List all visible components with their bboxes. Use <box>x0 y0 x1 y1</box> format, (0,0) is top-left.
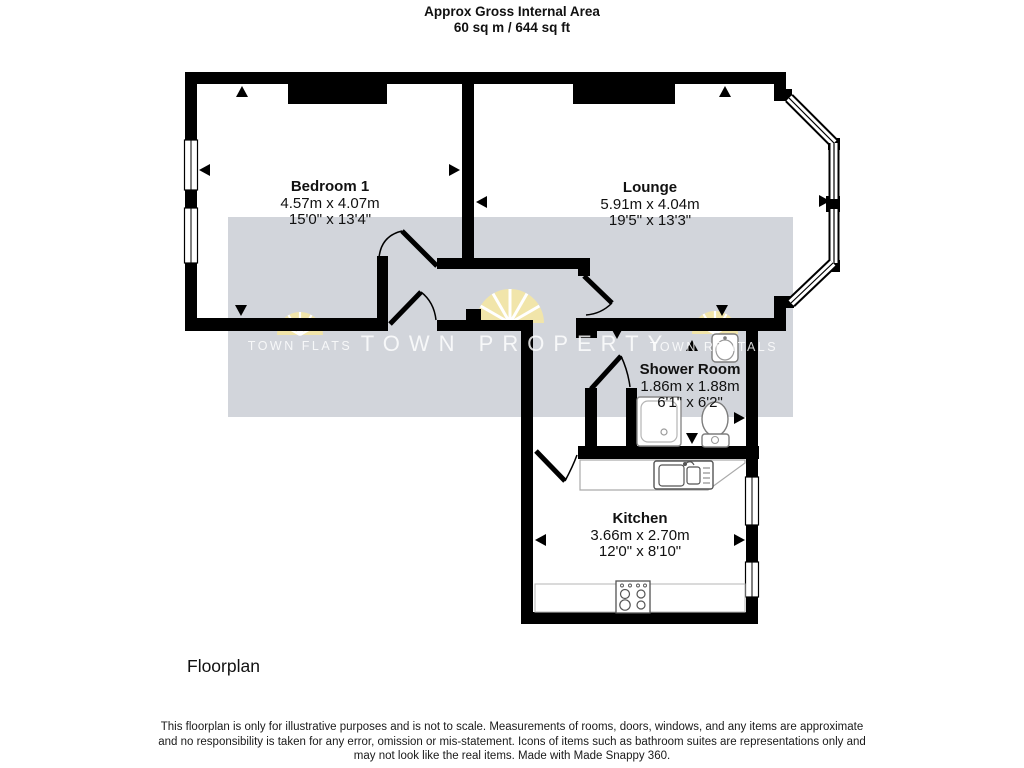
room-size-imperial: 15'0" x 13'4" <box>288 211 372 228</box>
floorplan-caption: Floorplan <box>187 656 260 676</box>
room-size-imperial: 6'1" x 6'2" <box>657 394 723 411</box>
watermark-town-property: TOWN PROPERTY <box>360 331 672 356</box>
room-label-lounge <box>600 180 699 230</box>
watermark-town-rentals: TOWN RENTALS <box>649 340 779 354</box>
room-name: Lounge <box>622 179 678 196</box>
room-size-imperial: 19'5" x 13'3" <box>608 212 692 229</box>
page-title <box>0 4 1024 36</box>
disclaimer-line: This floorplan is only for illustrative purposes and is not to scale. Measurements of rooms, doors, windows, and any items are approximate <box>160 721 864 733</box>
room-size-metric: 5.91m x 4.04m <box>600 195 700 213</box>
gross-area-title: Approx Gross Internal Area <box>424 4 600 19</box>
hob-icon <box>616 581 650 613</box>
room-label-kitchen <box>590 511 689 561</box>
room-size-metric: 4.57m x 4.07m <box>280 194 380 212</box>
disclaimer-text <box>0 720 1024 764</box>
room-name: Bedroom 1 <box>290 178 370 195</box>
watermark-town-flats: TOWN FLATS <box>247 339 353 353</box>
room-label-shower-room <box>640 362 741 412</box>
sun-logo-icon <box>476 289 544 323</box>
room-name: Kitchen <box>612 510 668 527</box>
room-size-metric: 1.86m x 1.88m <box>640 377 740 395</box>
room-size-metric: 3.66m x 2.70m <box>590 526 690 544</box>
disclaimer-line: and no responsibility is taken for any error, omission or mis-statement. Icons of items such as bathroom suites are representations only and <box>158 735 866 748</box>
gross-area-value: 60 sq m / 644 sq ft <box>453 20 571 35</box>
disclaimer-line: may not look like the real items. Made with Made Snappy 360. <box>353 750 671 762</box>
kitchen-sink-icon <box>654 461 713 489</box>
room-label-bedroom <box>280 179 379 229</box>
room-size-imperial: 12'0" x 8'10" <box>598 543 682 560</box>
room-name: Shower Room <box>639 361 741 378</box>
